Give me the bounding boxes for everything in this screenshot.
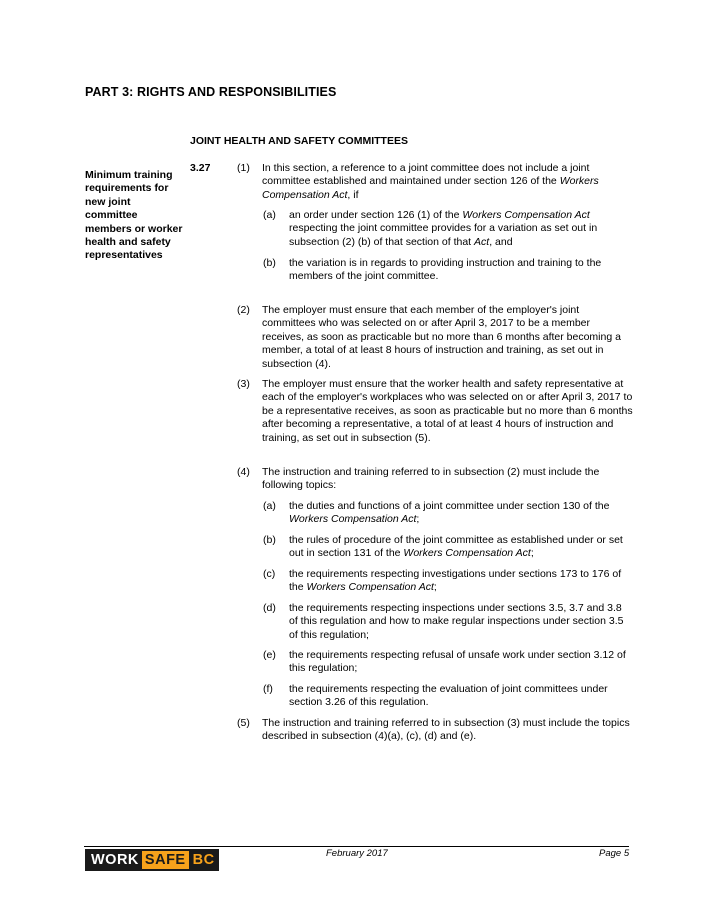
- page-number: Page 5: [599, 848, 630, 859]
- section-number: 3.27: [190, 162, 211, 174]
- item-number: (a): [263, 500, 276, 512]
- item-text: the variation is in regards to providing instruction and training to the members of the joint committee.: [289, 257, 602, 283]
- footer-divider: [84, 846, 629, 847]
- logo-word-bc: BC: [192, 852, 215, 868]
- paragraph-number: (4): [237, 466, 250, 478]
- item-number: (d): [263, 602, 276, 614]
- item-text: the requirements respecting inspections under sections 3.5, 3.7 and 3.8 of this regulation and how to make regular inspections under section 3.5 of this regulation;: [289, 602, 624, 641]
- item-text: an order under section 126 (1) of the Workers Compensation Act respecting the joint committee provides for a variation as set out in subsection (2) (b) of that section of that Act, and: [289, 209, 598, 248]
- paragraph-text: In this section, a reference to a joint committee does not include a joint committee established and maintained under section 126 of the Workers Compensation Act, if: [262, 162, 599, 201]
- item-text: the requirements respecting the evaluation of joint committees under section 3.26 of this regulation.: [289, 683, 608, 709]
- worksafebc-logo: [85, 849, 219, 871]
- paragraph-number: (3): [237, 378, 250, 390]
- item-number: (b): [263, 534, 276, 546]
- paragraph-number: (1): [237, 162, 250, 174]
- item-number: (c): [263, 568, 276, 580]
- item-number: (e): [263, 649, 276, 661]
- paragraph-text: The instruction and training referred to in subsection (3) must include the topics described in subsection (4)(a), (c), (d) and (e).: [262, 717, 630, 743]
- item-number: (b): [263, 257, 276, 269]
- paragraph-text: The instruction and training referred to in subsection (2) must include the following topics:: [262, 466, 600, 492]
- item-text: the requirements respecting refusal of unsafe work under section 3.12 of this regulation;: [289, 649, 626, 675]
- paragraph-number: (5): [237, 717, 250, 729]
- paragraph-text: The employer must ensure that each member of the employer's joint committees who was selected on or after April 3, 2017 to be a member receives, as soon as practicable but no more than 6 months after becoming a member, a total of at least 8 hours of instruction and training, as set out in subsection (4).: [262, 304, 621, 370]
- item-text: the requirements respecting investigations under sections 173 to 176 of the Workers Compensation Act;: [289, 568, 622, 594]
- section-heading: JOINT HEALTH AND SAFETY COMMITTEES: [190, 135, 408, 147]
- logo-word-safe: SAFE: [142, 851, 189, 869]
- footer-date: February 2017: [326, 848, 388, 859]
- part-title: PART 3: RIGHTS AND RESPONSIBILITIES: [85, 85, 337, 99]
- item-number: (f): [263, 683, 273, 695]
- item-text: the duties and functions of a joint committee under section 130 of the Workers Compensation Act;: [289, 500, 610, 526]
- paragraph-text: The employer must ensure that the worker health and safety representative at each of the employer's workplaces who was selected on or after April 3, 2017 to be a representative receives, as soon as practicable but no more than 6 months after becoming a representative, a total of at least 4 hours of instruction and training, as set out in subsection (5).: [262, 378, 633, 444]
- item-text: the rules of procedure of the joint committee as established under or set out in section 131 of the Workers Compensation Act;: [289, 534, 623, 560]
- item-number: (a): [263, 209, 276, 221]
- margin-note: Minimum training requirements for new joint committee members or worker health and safety representatives: [85, 169, 183, 262]
- logo-word-work: WORK: [91, 852, 139, 868]
- paragraph-number: (2): [237, 304, 250, 316]
